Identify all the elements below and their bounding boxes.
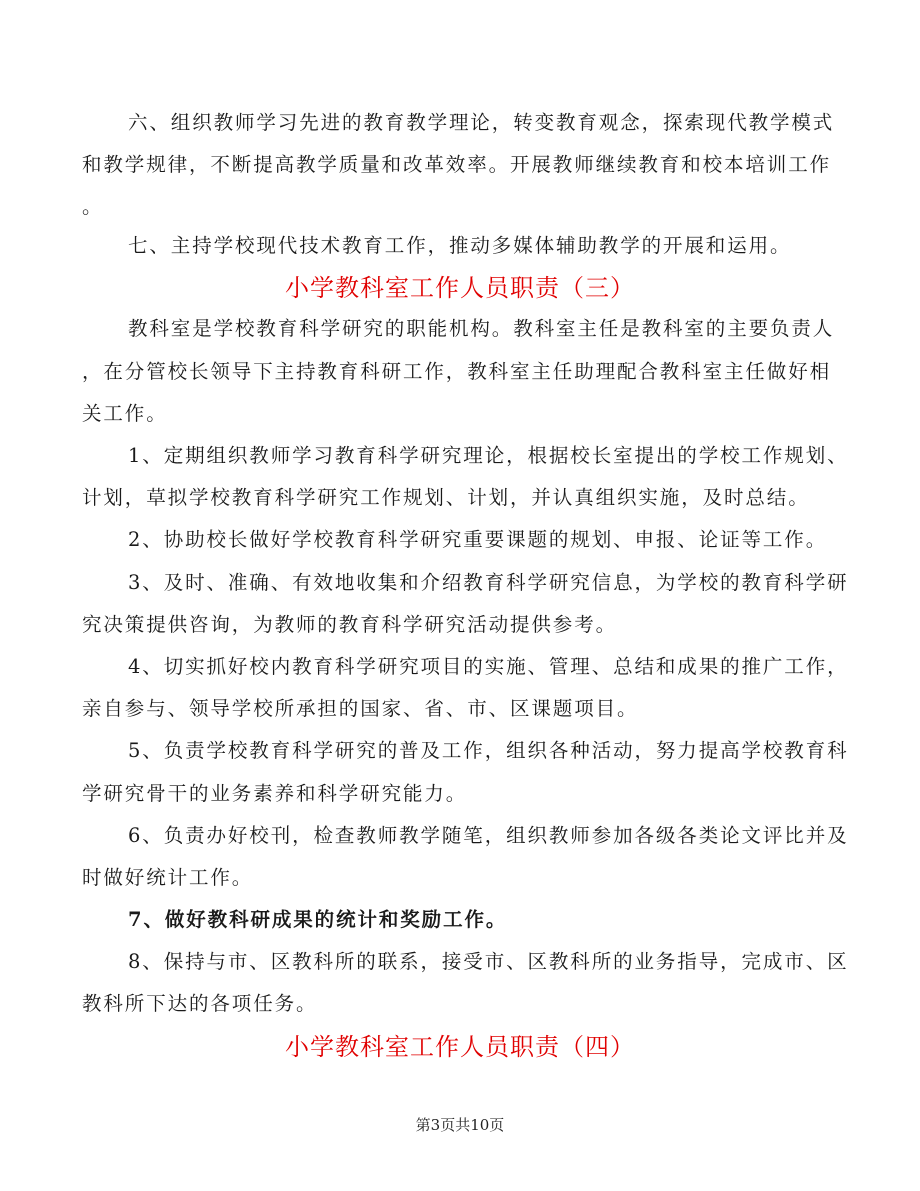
paragraph-seven-line-1: 七、主持学校现代技术教育工作，推动多媒体辅助教学的开展和运用。 — [128, 234, 792, 257]
section-heading-four: 小学教科室工作人员职责（四） — [285, 1033, 635, 1061]
intro-line-1: 教科室是学校教育科学研究的职能机构。教科室主任是教科室的主要负责人 — [128, 317, 835, 340]
paragraph-six-line-3: 。 — [82, 195, 104, 218]
item-6-line-1: 6、负责办好校刊，检查教师教学随笔，组织教师参加各级各类论文评比并及 — [128, 824, 849, 847]
item-6-line-2: 时做好统计工作。 — [82, 866, 254, 889]
section-heading-three: 小学教科室工作人员职责（三） — [285, 274, 635, 302]
paragraph-six-line-2: 和教学规律，不断提高教学质量和改革效率。开展教师继续教育和校本培训工作 — [82, 153, 832, 176]
paragraph-six-line-1: 六、组织教师学习先进的教育教学理论，转变教育观念，探索现代教学模式 — [128, 111, 835, 134]
item-1-line-2: 计划，草拟学校教育科学研究工作规划、计划，并认真组织实施，及时总结。 — [82, 486, 810, 509]
item-5-line-2: 学研究骨干的业务素养和科学研究能力。 — [82, 782, 468, 805]
item-3-line-2: 究决策提供咨询，为教师的教育科学研究活动提供参考。 — [82, 613, 618, 636]
item-2-line-1: 2、协助校长做好学校教育科学研究重要课题的规划、申报、论证等工作。 — [128, 528, 828, 551]
item-4-line-2: 亲自参与、领导学校所承担的国家、省、市、区课题项目。 — [82, 697, 639, 720]
intro-line-2: ，在分管校长领导下主持教育科研工作，教科室主任助理配合教科室主任做好相 — [82, 360, 832, 383]
item-3-line-1: 3、及时、准确、有效地收集和介绍教育科学研究信息，为学校的教育科学研 — [128, 571, 849, 594]
item-7-line-1: 7、做好教科研成果的统计和奖励工作。 — [128, 908, 508, 931]
item-5-line-1: 5、负责学校教育科学研究的普及工作，组织各种活动，努力提高学校教育科 — [128, 739, 849, 762]
item-4-line-1: 4、切实抓好校内教育科学研究项目的实施、管理、总结和成果的推广工作， — [128, 655, 849, 678]
item-8-line-2: 教科所下达的各项任务。 — [82, 992, 318, 1015]
intro-line-3: 关工作。 — [82, 402, 168, 425]
item-1-line-1: 1、定期组织教师学习教育科学研究理论，根据校长室提出的学校工作规划、 — [128, 444, 849, 467]
item-8-line-1: 8、保持与市、区教科所的联系，接受市、区教科所的业务指导，完成市、区 — [128, 950, 849, 973]
page-number-footer: 第3页共10页 — [415, 1116, 505, 1134]
